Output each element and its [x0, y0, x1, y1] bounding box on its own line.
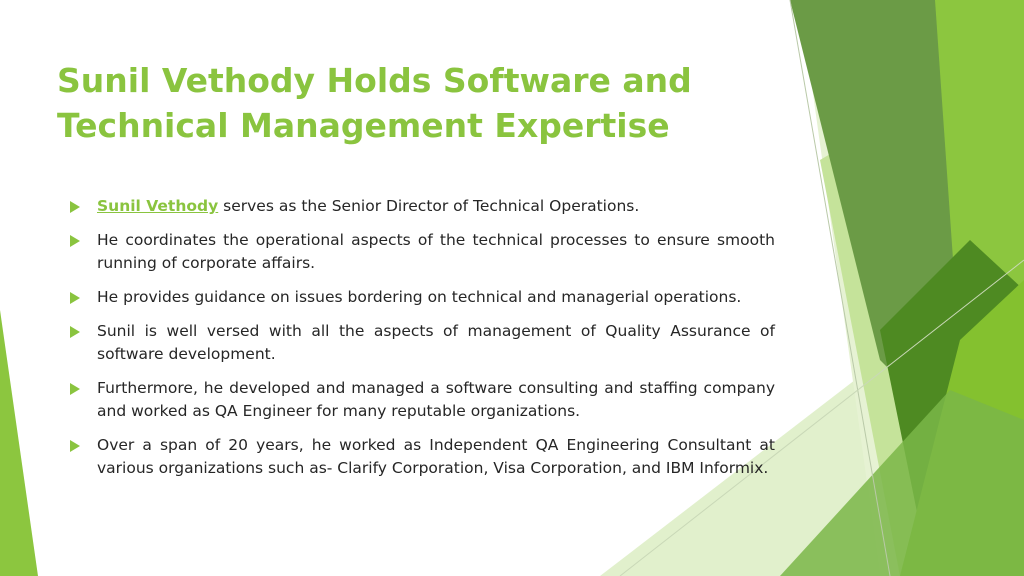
triangle-right-icon: [70, 292, 80, 304]
bullet-text: He provides guidance on issues bordering on technical and managerial operations.: [97, 288, 742, 306]
bullet-text: Furthermore, he developed and managed a software consulting and staffing company and worked as QA Engineer for many reputable organizations.: [97, 379, 775, 420]
bullet-item: [70, 377, 775, 423]
triangle-right-icon: [70, 235, 80, 247]
bullet-text: He coordinates the operational aspects of the technical processes to ensure smooth running of corporate affairs.: [97, 231, 775, 272]
bullet-item: [70, 320, 775, 366]
bullet-list: [70, 195, 775, 491]
title-line-1: Sunil Vethody Holds Software and: [57, 61, 692, 100]
triangle-right-icon: [70, 201, 80, 213]
triangle-right-icon: [70, 440, 80, 452]
triangle-right-icon: [70, 383, 80, 395]
bullet-item: [70, 195, 775, 218]
bullet-item: [70, 286, 775, 309]
slide-title: [57, 58, 757, 148]
left-edge-facet: [0, 310, 38, 576]
triangle-right-icon: [70, 326, 80, 338]
bullet-item: [70, 229, 775, 275]
bullet-text: Over a span of 20 years, he worked as Independent QA Engineering Consultant at various organizations such as- Clarify Corporation, Visa Corporation, and IBM Informix.: [97, 436, 775, 477]
bullet-item: [70, 434, 775, 480]
sunil-vethody-link[interactable]: Sunil Vethody: [97, 197, 219, 215]
title-line-2: Technical Management Expertise: [57, 106, 670, 145]
bullet-text: Sunil is well versed with all the aspects of management of Quality Assurance of software development.: [97, 322, 775, 363]
bullet-text: serves as the Senior Director of Technical Operations.: [218, 197, 640, 215]
